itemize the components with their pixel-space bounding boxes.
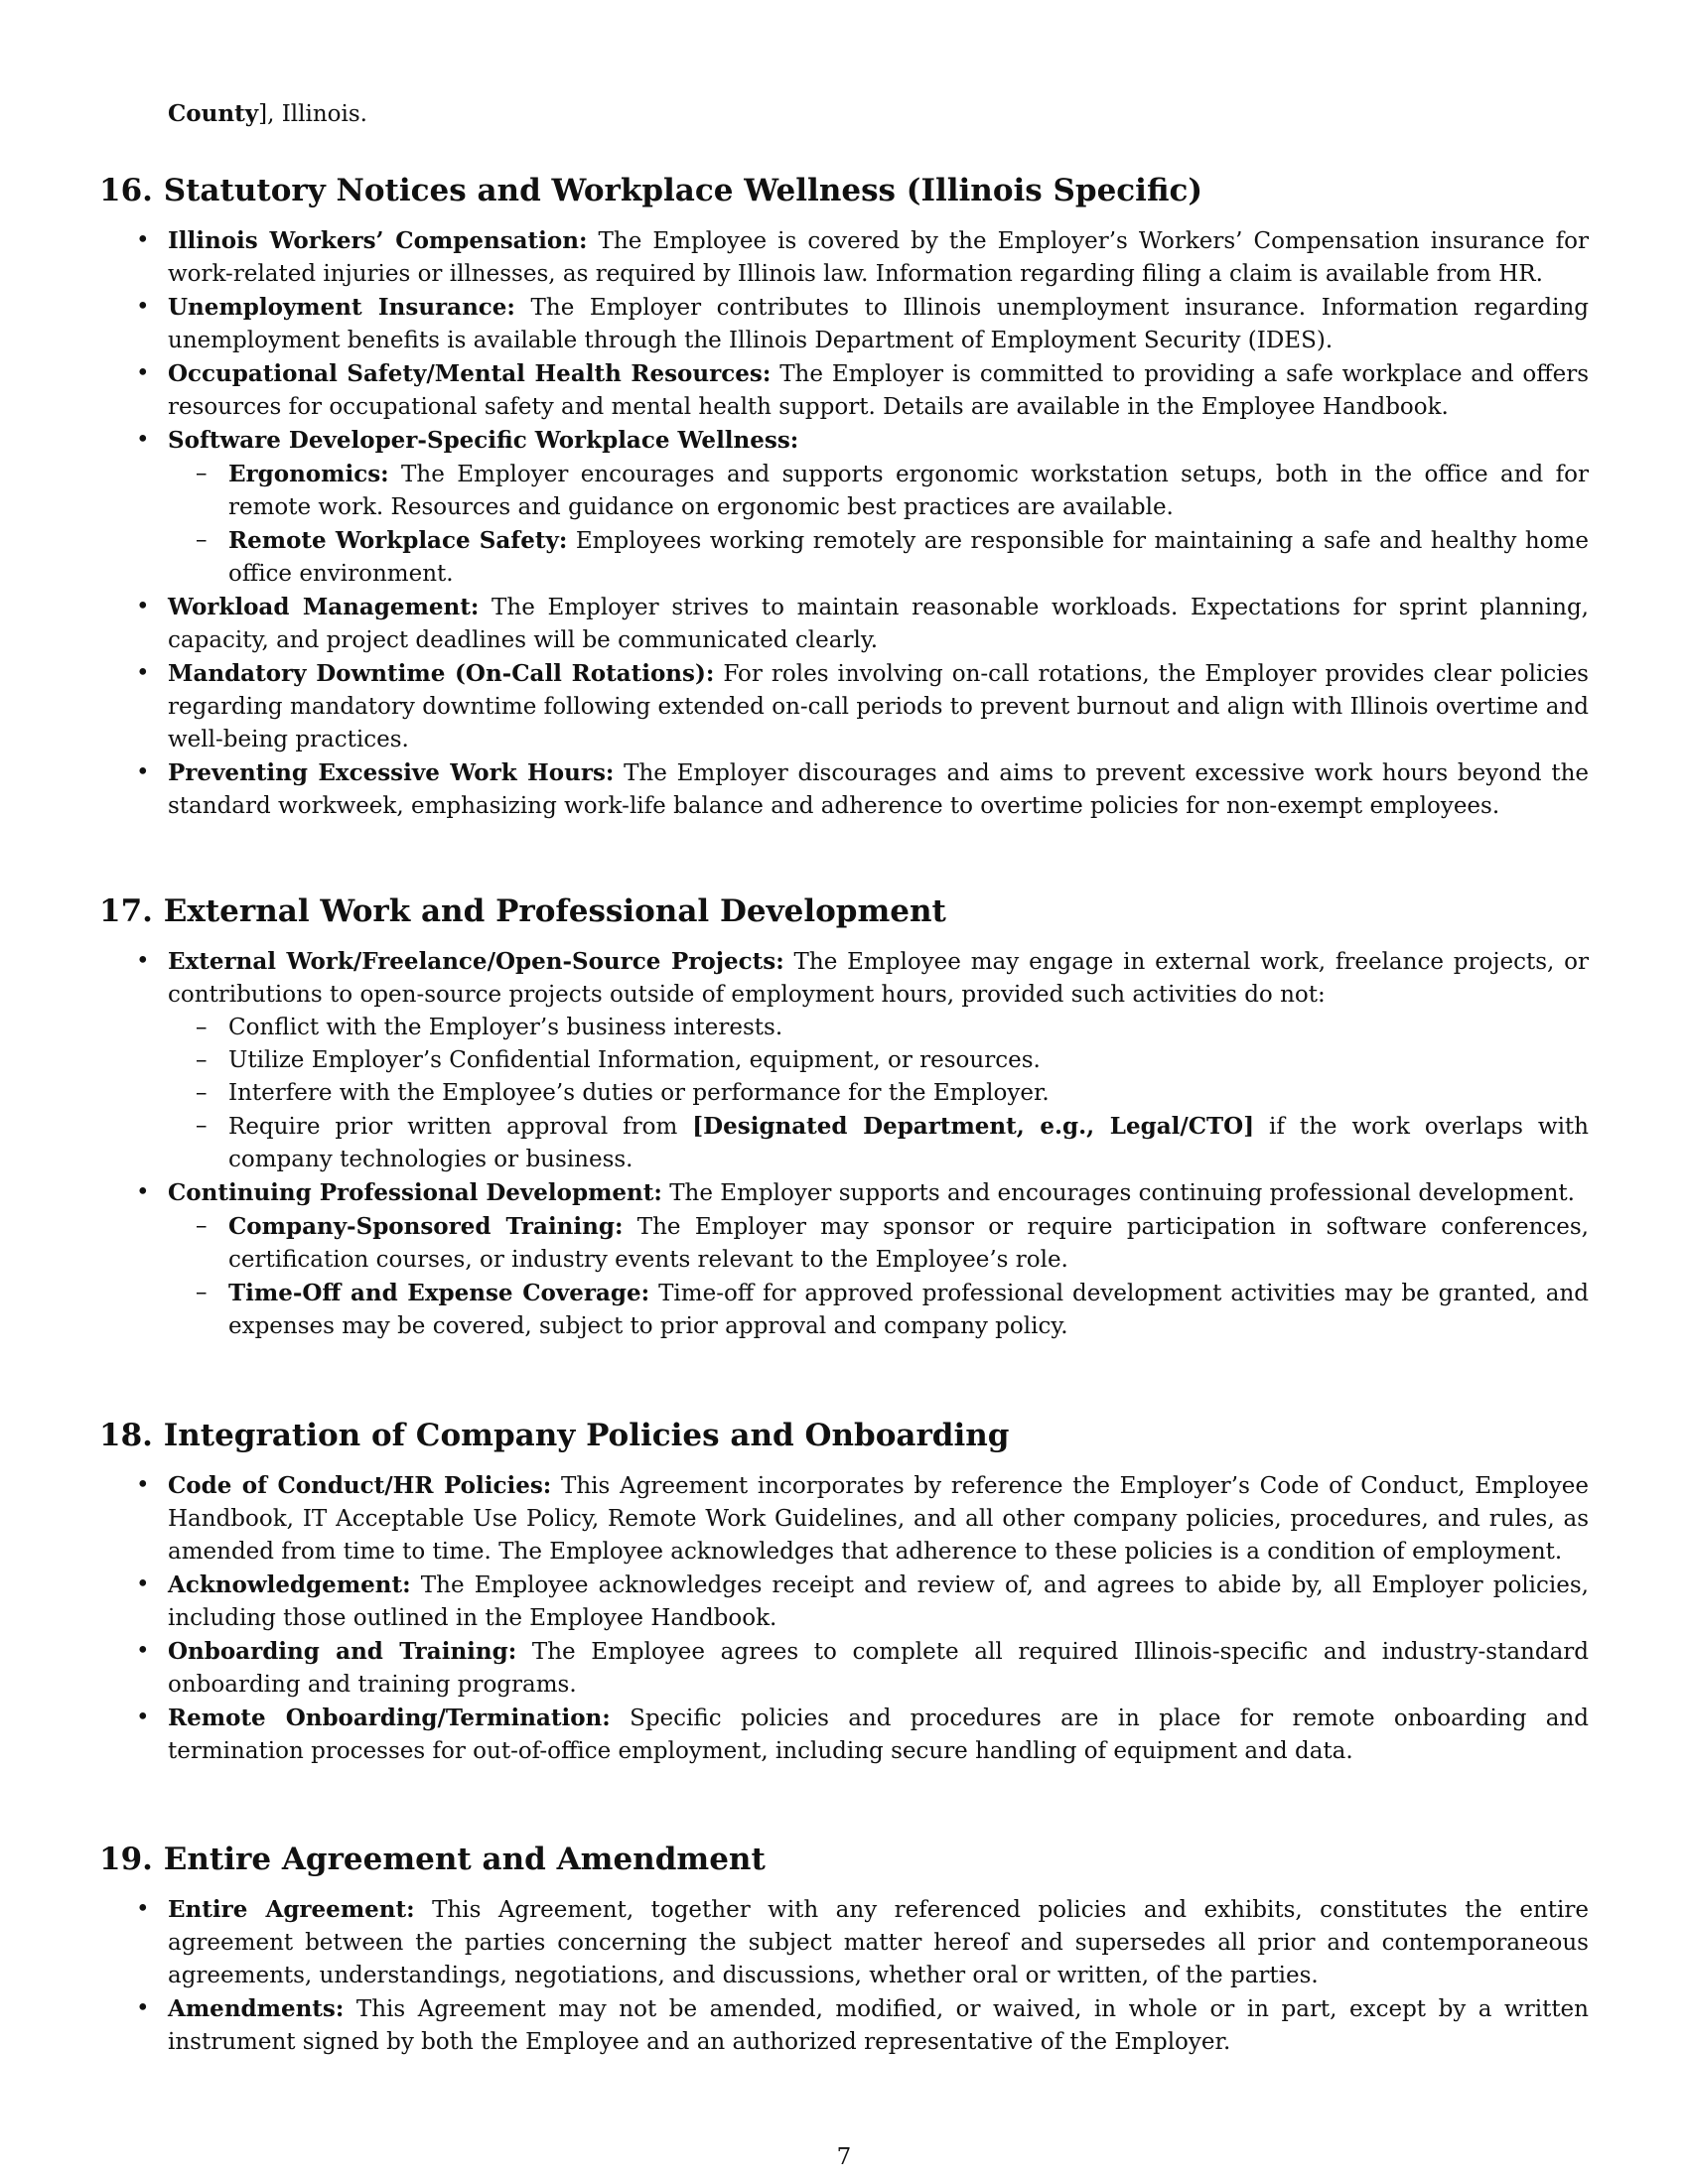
sub-text: Time-off for approved professional development activities may be granted, and expenses may be covered, subject to prior approval and company policy. (228, 1281, 1589, 1339)
item-label: Entire Agreement: (168, 1896, 415, 1923)
sub-label: Remote Workplace Safety: (228, 527, 568, 554)
sub-item (168, 1277, 1589, 1343)
list-item (99, 756, 1589, 823)
sub-item (168, 1044, 1589, 1077)
section-title: 16. Statutory Notices and Workplace Wellness (Illinois Specific) (99, 173, 1203, 208)
list-item (99, 1569, 1589, 1635)
bullet-list (99, 945, 1589, 1343)
dash-icon: – (196, 527, 208, 553)
item-text: This Agreement incorporates by reference the Employer’s Code of Conduct, Employee Handbook, IT Acceptable Use Policy, Remote Work Guidelines, and all other company policies, procedures, and rules, as amended from time to time. The Employee acknowledges that adherence to these policies is a condition of employment. (168, 1473, 1589, 1565)
sub-item (168, 1210, 1589, 1277)
item-label: Continuing Professional Development: (168, 1179, 662, 1206)
bullet-icon: • (136, 1638, 150, 1664)
dash-icon: – (196, 1113, 208, 1139)
item-text: The Employee may engage in external work, freelance projects, or contributions to open-source projects outside of employment hours, provided such activities do not: (168, 949, 1589, 1008)
dash-icon: – (196, 461, 208, 486)
list-item (99, 291, 1589, 357)
list-item (99, 424, 1589, 591)
sub-text: Require prior written approval from (228, 1114, 693, 1140)
bullet-icon: • (136, 1995, 150, 2021)
sub-label: Time-Off and Expense Coverage: (228, 1280, 650, 1306)
item-text: The Employer contributes to Illinois unemployment insurance. Information regarding unemployment benefits is available through the Illinois Department of Employment Security (IDES). (168, 295, 1589, 353)
section-18 (99, 1416, 1589, 1768)
sub-item (168, 1012, 1589, 1044)
bullet-list (99, 1893, 1589, 2059)
bullet-list (99, 224, 1589, 823)
item-label: Remote Onboarding/Termination: (168, 1705, 611, 1731)
list-item (99, 657, 1589, 756)
sub-text: Interfere with the Employee’s duties or performance for the Employer. (228, 1080, 1050, 1106)
continuation-bold: County (168, 100, 259, 127)
section-title: 19. Entire Agreement and Amendment (99, 1842, 766, 1877)
dash-icon: – (196, 1047, 208, 1073)
item-text: The Employee agrees to complete all required Illinois-specific and industry-standard onboarding and training programs. (168, 1639, 1590, 1698)
sub-bold: [Designated Department, e.g., Legal/CTO] (692, 1113, 1255, 1140)
section-title: 18. Integration of Company Policies and Onboarding (99, 1418, 1010, 1453)
item-label: Software Developer-Specific Workplace Wellness: (168, 427, 799, 454)
bullet-icon: • (136, 360, 150, 386)
list-item (99, 1893, 1589, 1992)
item-text: The Employer supports and encourages continuing professional development. (661, 1180, 1575, 1206)
sub-text: The Employer may sponsor or require participation in software conferences, certification courses, or industry events relevant to the Employee’s role. (228, 1214, 1589, 1273)
sub-label: Ergonomics: (228, 461, 389, 487)
sub-text: Conflict with the Employer’s business interests. (228, 1015, 783, 1040)
sub-item (168, 1077, 1589, 1110)
bullet-icon: • (136, 427, 150, 453)
bullet-list (99, 1469, 1589, 1768)
item-text: This Agreement, together with any referenced policies and exhibits, constitutes the entire agreement between the parties concerning the subject matter hereof and supersedes all prior and contemporaneous agreements, understandings, negotiations, and discussions, whether oral or written, of the parties. (168, 1897, 1589, 1988)
bullet-icon: • (136, 1179, 150, 1205)
bullet-icon: • (136, 660, 150, 686)
sub-list (168, 458, 1589, 591)
section-17 (99, 891, 1589, 1343)
section-16 (99, 171, 1589, 823)
item-text: The Employer is committed to providing a safe workplace and offers resources for occupational safety and mental health support. Details are available in the Employee Handbook. (168, 361, 1590, 420)
sub-label: Company-Sponsored Training: (228, 1213, 624, 1240)
bullet-icon: • (136, 1896, 150, 1922)
item-label: Workload Management: (168, 594, 480, 620)
dash-icon: – (196, 1213, 208, 1239)
bullet-icon: • (136, 594, 150, 619)
item-text: This Agreement may not be amended, modified, or waived, in whole or in part, except by a written instrument signed by both the Employee and an authorized representative of the Employer. (168, 1996, 1589, 2055)
item-label: External Work/Freelance/Open-Source Projects: (168, 948, 784, 975)
sub-text-after: if the work overlaps with company technologies or business. (228, 1114, 1589, 1172)
item-label: Acknowledgement: (168, 1571, 411, 1598)
sub-text: The Employer encourages and supports ergonomic workstation setups, both in the office and for remote work. Resources and guidance on ergonomic best practices are available. (228, 462, 1589, 520)
item-label: Preventing Excessive Work Hours: (168, 759, 615, 786)
page-number: 7 (836, 2144, 852, 2170)
sub-list (168, 1210, 1589, 1343)
item-text: The Employee acknowledges receipt and review of, and agrees to abide by, all Employer policies, including those outlined in the Employee Handbook. (168, 1572, 1589, 1631)
sub-text: Utilize Employer’s Confidential Information, equipment, or resources. (228, 1047, 1041, 1073)
bullet-icon: • (136, 227, 150, 253)
list-item (99, 1992, 1589, 2059)
list-item (99, 1469, 1589, 1569)
bullet-icon: • (136, 1472, 150, 1498)
list-item (99, 1635, 1589, 1702)
bullet-icon: • (136, 294, 150, 320)
list-item (99, 357, 1589, 424)
sub-item (168, 458, 1589, 524)
continuation-rest: ], Illinois. (258, 101, 367, 127)
sub-item (168, 1110, 1589, 1176)
item-text: For roles involving on-call rotations, the Employer provides clear policies regarding mandatory downtime following extended on-call periods to prevent burnout and align with Illinois overtime and well-being practices. (168, 661, 1589, 752)
item-text: Specific policies and procedures are in place for remote onboarding and termination processes for out-of-office employment, including secure handling of equipment and data. (168, 1706, 1589, 1764)
item-label: Mandatory Downtime (On-Call Rotations): (168, 660, 715, 687)
section-19 (99, 1840, 1589, 2059)
bullet-icon: • (136, 759, 150, 785)
dash-icon: – (196, 1280, 208, 1305)
item-label: Code of Conduct/HR Policies: (168, 1472, 552, 1499)
list-item (99, 1176, 1589, 1343)
bullet-icon: • (136, 948, 150, 974)
section-title: 17. External Work and Professional Development (99, 893, 946, 929)
list-item (99, 945, 1589, 1176)
list-item (99, 1702, 1589, 1768)
dash-icon: – (196, 1015, 208, 1040)
item-label: Onboarding and Training: (168, 1638, 517, 1665)
item-label: Amendments: (168, 1995, 345, 2022)
item-label: Occupational Safety/Mental Health Resources: (168, 360, 772, 387)
item-text: The Employer discourages and aims to prevent excessive work hours beyond the standard workweek, emphasizing work-life balance and adherence to overtime policies for non-exempt employees. (168, 760, 1589, 819)
continuation-line (168, 97, 367, 131)
list-item (99, 224, 1589, 291)
bullet-icon: • (136, 1571, 150, 1597)
sub-text: Employees working remotely are responsible for maintaining a safe and healthy home office environment. (228, 528, 1589, 587)
item-label: Unemployment Insurance: (168, 294, 515, 321)
item-text: The Employer strives to maintain reasonable workloads. Expectations for sprint planning, capacity, and project deadlines will be communicated clearly. (168, 595, 1589, 653)
item-label: Illinois Workers’ Compensation: (168, 227, 588, 254)
sub-list (168, 1012, 1589, 1176)
dash-icon: – (196, 1080, 208, 1106)
item-text: The Employee is covered by the Employer’s Workers’ Compensation insurance for work-related injuries or illnesses, as required by Illinois law. Information regarding filing a claim is available from HR. (168, 228, 1590, 287)
list-item (99, 591, 1589, 657)
bullet-icon: • (136, 1705, 150, 1730)
sub-item (168, 524, 1589, 591)
